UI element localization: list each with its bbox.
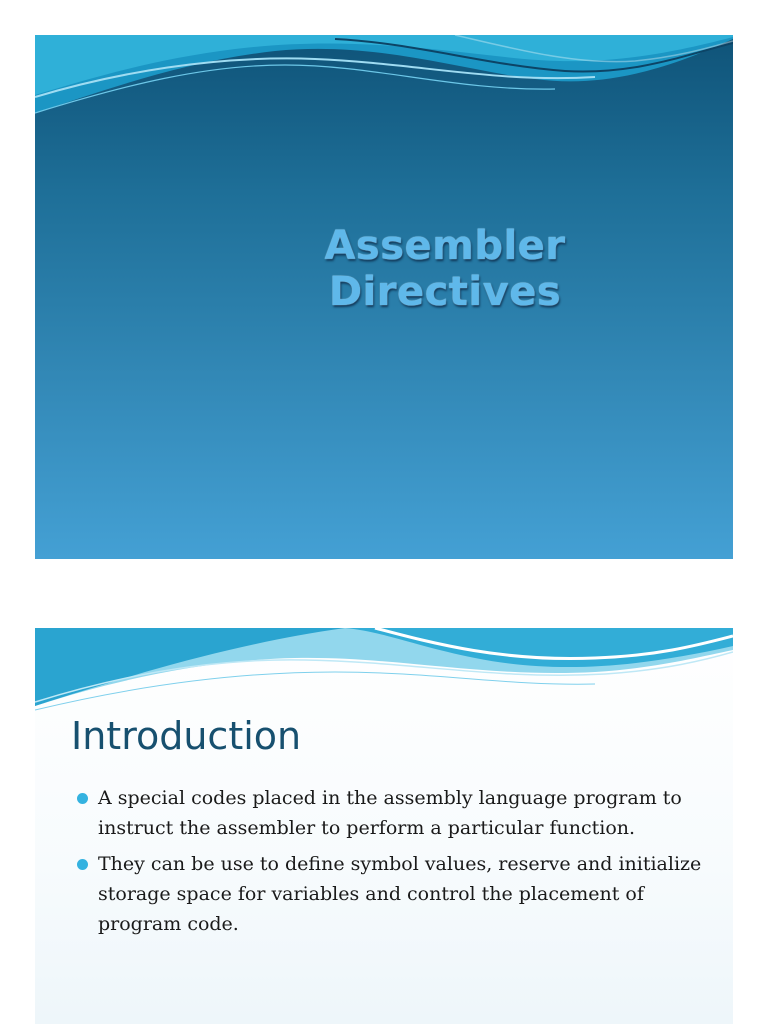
slide-heading: Introduction (71, 714, 302, 758)
bullet-text: A special codes placed in the assembly language program to instruct the assembler to perform a particular function. (98, 787, 682, 839)
title-slide-wave-decoration (35, 35, 733, 155)
title-slide (35, 35, 733, 559)
bullet-dot-icon (77, 859, 88, 870)
bullet-item (75, 849, 715, 939)
bullet-item (75, 783, 715, 843)
content-slide-wave-decoration (35, 628, 733, 718)
content-slide (35, 628, 733, 1024)
slide-title: Assembler Directives (324, 223, 566, 315)
bullet-dot-icon (77, 793, 88, 804)
bullet-list (75, 783, 715, 945)
bullet-text: They can be use to define symbol values, reserve and initialize storage space for variables and control the placement of program code. (98, 853, 702, 935)
